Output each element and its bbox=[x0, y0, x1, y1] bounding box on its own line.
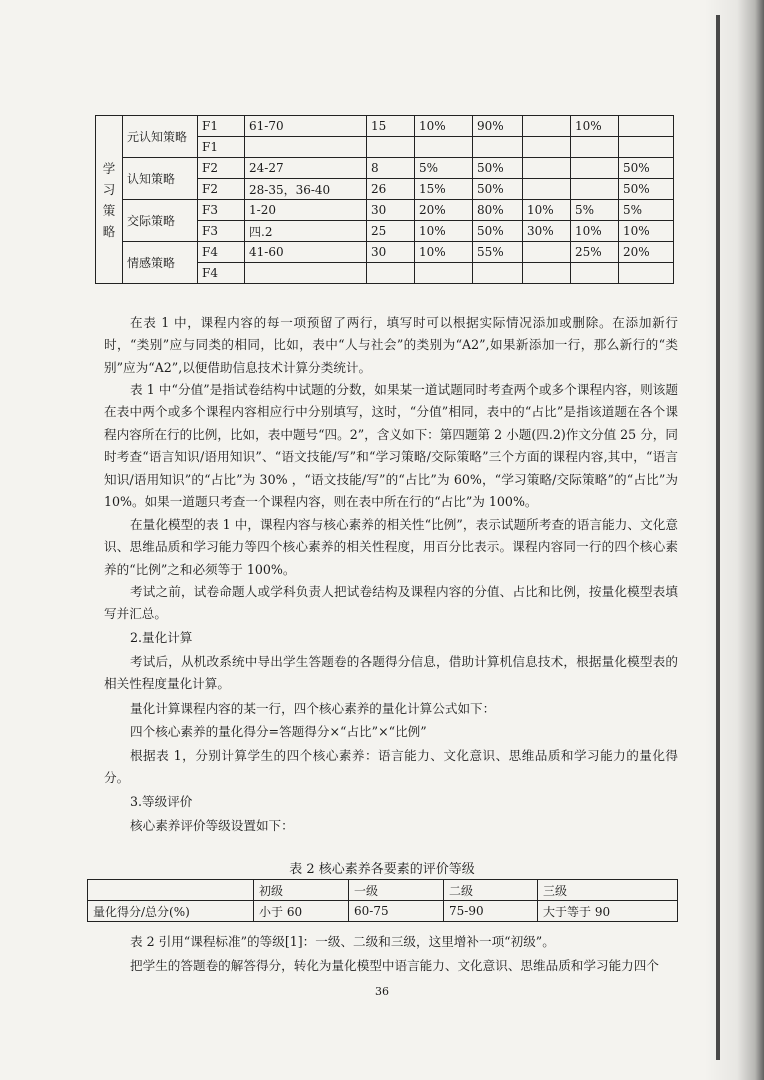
table-cell bbox=[523, 242, 571, 263]
paragraph-grade-source: 表 2 引用“课程标准”的等级[1]：一级、二级和三级，这里增补一项“初级”。 bbox=[130, 934, 555, 949]
table-cell: F3 bbox=[198, 221, 245, 242]
table-cell bbox=[523, 116, 571, 137]
table-cell: 15 bbox=[367, 116, 415, 137]
table-cell bbox=[571, 158, 619, 179]
table-cell: 初级 bbox=[254, 880, 349, 901]
table-cell: F4 bbox=[198, 263, 245, 284]
table-cell: 一级 bbox=[349, 880, 444, 901]
table-cell bbox=[245, 137, 367, 158]
table-cell: 10% bbox=[415, 116, 473, 137]
table-cell: 50% bbox=[473, 179, 523, 200]
table-cell: 75-90 bbox=[444, 901, 538, 922]
table-cell: 24-27 bbox=[245, 158, 367, 179]
table-cell: F4 bbox=[198, 242, 245, 263]
paragraph-formula-intro: 量化计算课程内容的某一行，四个核心素养的量化计算公式如下： bbox=[130, 701, 496, 716]
group-label-char: 学 bbox=[102, 160, 116, 176]
table-cell: F1 bbox=[198, 116, 245, 137]
grade-level-table bbox=[87, 879, 678, 922]
table-cell: 28-35，36-40 bbox=[245, 179, 367, 200]
paragraph-after-exam: 考试后，从机改系统中导出学生答题卷的各题得分信息，借助计算机信息技术，根据量化模型表的相关性程度量化计算。 bbox=[104, 654, 678, 692]
table-cell: 5% bbox=[415, 158, 473, 179]
group-label-cell bbox=[96, 116, 123, 284]
table-cell bbox=[415, 137, 473, 158]
table-cell bbox=[367, 263, 415, 284]
table-cell: 41-60 bbox=[245, 242, 367, 263]
table-cell: 10% bbox=[523, 200, 571, 221]
table-cell: 30 bbox=[367, 242, 415, 263]
paragraph-formula: 四个核心素养的量化得分=答题得分×“占比”×“比例” bbox=[130, 724, 427, 739]
table-cell bbox=[619, 137, 674, 158]
table-cell: 50% bbox=[619, 179, 674, 200]
table-row bbox=[96, 242, 674, 263]
paragraph-correlation-ratio: 在量化模型的表 1 中，课程内容与核心素养的相关性“比例”，表示试题所考查的语言能力、文化意识、思维品质和学习能力等四个核心素养的相关性程度，用百分比表示。课程内容同一行的四个核心素养的“比例”之和必须等于 100%。 bbox=[104, 517, 678, 577]
table-cell bbox=[571, 263, 619, 284]
table-cell: 80% bbox=[473, 200, 523, 221]
table-row bbox=[96, 116, 674, 137]
section-heading-grade: 3.等级评价 bbox=[130, 794, 193, 809]
learning-strategy-table bbox=[95, 115, 674, 284]
table-cell: F2 bbox=[198, 158, 245, 179]
table-cell: 10% bbox=[619, 221, 674, 242]
paragraph-compute-scores: 根据表 1，分别计算学生的四个核心素养：语言能力、文化意识、思维品质和学习能力的量化得分。 bbox=[104, 748, 678, 786]
table-cell bbox=[245, 263, 367, 284]
table-row bbox=[96, 200, 674, 221]
table-cell: 10% bbox=[571, 116, 619, 137]
scan-binding-line bbox=[716, 15, 720, 1060]
strategy-category-cell: 元认知策略 bbox=[123, 116, 198, 158]
table-cell: 25% bbox=[571, 242, 619, 263]
table-cell: 20% bbox=[415, 200, 473, 221]
table-cell bbox=[523, 179, 571, 200]
table-cell: 50% bbox=[473, 221, 523, 242]
table-row bbox=[88, 901, 678, 922]
table-cell: 90% bbox=[473, 116, 523, 137]
table-cell: F2 bbox=[198, 179, 245, 200]
table-cell: 15% bbox=[415, 179, 473, 200]
table-cell: 10% bbox=[571, 221, 619, 242]
table-cell: 55% bbox=[473, 242, 523, 263]
strategy-category-cell: 交际策略 bbox=[123, 200, 198, 242]
table-cell: 30% bbox=[523, 221, 571, 242]
table-cell bbox=[473, 263, 523, 284]
paragraph-grade-setting: 核心素养评价等级设置如下： bbox=[130, 818, 294, 833]
paragraph-before-exam: 考试之前，试卷命题人或学科负责人把试卷结构及课程内容的分值、占比和比例，按量化模型表填写并汇总。 bbox=[104, 584, 678, 622]
table-cell: 三级 bbox=[538, 880, 678, 901]
page-number: 36 bbox=[375, 985, 389, 998]
section-heading-quantify: 2.量化计算 bbox=[130, 630, 193, 645]
scan-edge-shadow bbox=[704, 0, 764, 1080]
table-cell bbox=[88, 880, 254, 901]
table-cell: 8 bbox=[367, 158, 415, 179]
table-cell bbox=[619, 116, 674, 137]
paragraph-table1-rows: 在表 1 中，课程内容的每一项预留了两行，填写时可以根据实际情况添加或删除。在添加新行时，“类别”应与同类的相同，比如，表中“人与社会”的类别为“A2”,如果新添加一行，那么新行的“类别”应为“A2”,以便借助信息技术计算分类统计。 bbox=[104, 315, 678, 375]
table-cell: 二级 bbox=[444, 880, 538, 901]
table-row bbox=[96, 158, 674, 179]
table-cell: F1 bbox=[198, 137, 245, 158]
table-cell bbox=[415, 263, 473, 284]
group-label-char: 习 bbox=[102, 181, 116, 197]
table-cell: 5% bbox=[619, 200, 674, 221]
table-row bbox=[88, 880, 678, 901]
strategy-category-cell: 情感策略 bbox=[123, 242, 198, 284]
table-cell: 小于 60 bbox=[254, 901, 349, 922]
table-cell bbox=[619, 263, 674, 284]
table-cell bbox=[523, 158, 571, 179]
table-cell: 26 bbox=[367, 179, 415, 200]
table-cell: F3 bbox=[198, 200, 245, 221]
table-cell bbox=[571, 137, 619, 158]
group-label-char: 略 bbox=[102, 223, 116, 239]
strategy-category-cell: 认知策略 bbox=[123, 158, 198, 200]
table-cell: 四.2 bbox=[245, 221, 367, 242]
table-cell: 25 bbox=[367, 221, 415, 242]
table-cell: 50% bbox=[619, 158, 674, 179]
table-cell: 60-75 bbox=[349, 901, 444, 922]
table-cell: 50% bbox=[473, 158, 523, 179]
table-cell: 10% bbox=[415, 242, 473, 263]
group-label-char: 策 bbox=[102, 202, 116, 218]
table-cell bbox=[571, 179, 619, 200]
paragraph-score-meaning: 表 1 中“分值”是指试卷结构中试题的分数，如果某一道试题同时考查两个或多个课程内容，则该题在表中两个或多个课程内容相应行中分别填写，这时，“分值”相同，表中的“占比”是指该道题在各个课程内容所在行的比例，比如，表中题号“四。2”，含义如下：第四题第 2 小题(四.2)作文分值 25 分，同时考查“语言知识/语用知识”、“语文技能/写”和“学习策略/交际策略”三个方面的课程内容,其中，“语言知识/语用知识”的“占比”为 30% ，“语文技能/写”的“占比”为 60%，“学习策略/交际策略”的“占比”为 10%。如果一道题只考查一个课程内容，则在表中所在行的“占比”为 100%。 bbox=[104, 382, 678, 510]
table-cell: 大于等于 90 bbox=[538, 901, 678, 922]
table-cell: 10% bbox=[415, 221, 473, 242]
table-cell: 5% bbox=[571, 200, 619, 221]
table-cell bbox=[473, 137, 523, 158]
table-cell: 量化得分/总分(%) bbox=[88, 901, 254, 922]
table-cell bbox=[523, 137, 571, 158]
table2-caption: 表 2 核心素养各要素的评价等级 bbox=[289, 862, 475, 877]
table-cell: 20% bbox=[619, 242, 674, 263]
table-cell: 30 bbox=[367, 200, 415, 221]
table-cell: 1-20 bbox=[245, 200, 367, 221]
paragraph-convert-scores: 把学生的答题卷的解答得分，转化为量化模型中语言能力、文化意识、思维品质和学习能力四个 bbox=[130, 958, 659, 973]
table-cell: 61-70 bbox=[245, 116, 367, 137]
table-cell bbox=[367, 137, 415, 158]
table-cell bbox=[523, 263, 571, 284]
